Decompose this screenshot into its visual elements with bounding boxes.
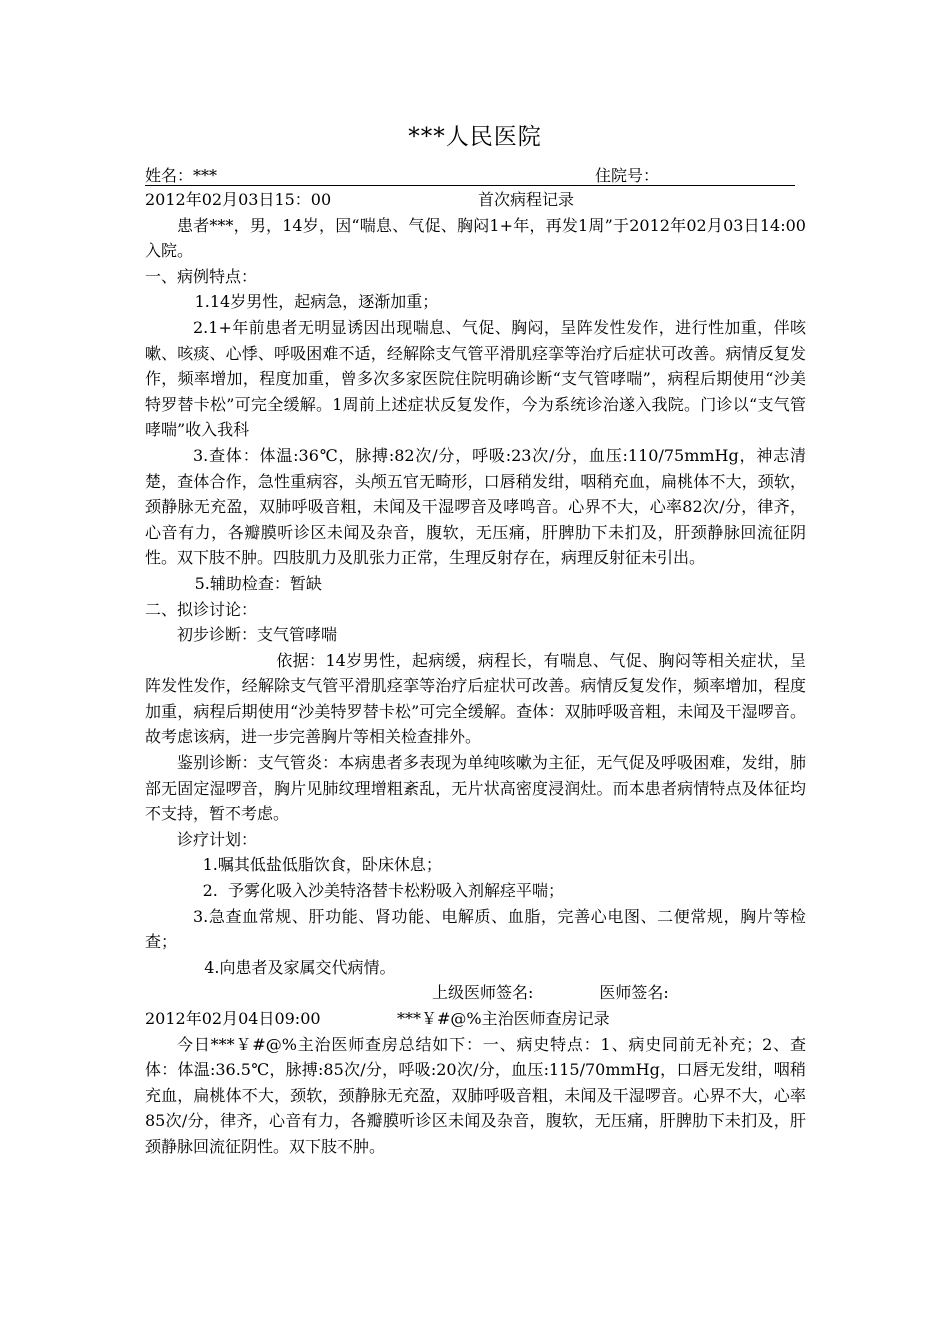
plan-item-2: 2. 予雾化吸入沙美特洛替卡松粉吸入剂解痉平喘；	[202, 881, 565, 901]
plan-heading: 诊疗计划：	[177, 829, 258, 849]
superior-doctor-signature: 上级医师签名:	[432, 983, 534, 1003]
hospital-title: ***人民医院	[408, 124, 542, 150]
section2-heading: 二、拟诊讨论：	[145, 599, 258, 619]
patient-header	[145, 163, 795, 186]
doctor-signature: 医师签名:	[599, 983, 669, 1003]
plan-item-3: 3.急查血常规、肝功能、肾功能、电解质、血脂，完善心电图、二便常规，胸片等检查；	[145, 906, 806, 952]
plan-item-4: 4.向患者及家属交代病情。	[204, 957, 396, 977]
record2-body: 今日***￥#@%主治医师查房总结如下：一、病史特点：1、病史同前无补充；2、查体：体温:36.5℃，脉搏:85次/分，呼吸:20次/分，血压:115/70mmHg，口唇无发绀，咽稍充血，扁桃体不大，颈软，颈静脉无充盈，双肺呼吸音粗，未闻及干湿啰音。心界不大，心率85次/分，律齐，心音有力，各瓣膜听诊区未闻及杂音，腹软，无压痛，肝脾肋下未扪及，肝颈静脉回流征阴性。双下肢不肿。	[145, 1034, 806, 1156]
section1-heading: 一、病例特点：	[145, 266, 258, 286]
record1-heading	[145, 187, 806, 213]
differential-diagnosis: 鉴别诊断：支气管炎：本病患者多表现为单纯咳嗽为主征，无气促及呼吸困难，发绀，肺部无固定湿啰音，胸片见肺纹理增粗紊乱，无片状高密度浸润灶。而本患者病情特点及体征均不支持，暂不考虑。	[145, 753, 806, 824]
intro-paragraph: 患者***，男，14岁，因“喘息、气促、胸闷1+年，再发1周”于2012年02月03日14:00入院。	[145, 215, 806, 261]
admission-number: 住院号：	[595, 166, 660, 185]
feature-item-2: 2.1+年前患者无明显诱因出现喘息、气促、胸闷，呈阵发性发作，进行性加重，伴咳嗽、咳痰、心悸、呼吸困难不适，经解除支气管平滑肌痉挛等治疗后症状可改善。病情反复发作，频率增加，程度加重，曾多次多家医院住院明确诊断“支气管哮喘”，病程后期使用“沙美特罗替卡松”可完全缓解。1周前上述症状反复发作，今为系统诊治遂入我院。门诊以“支气管哮喘”收入我科	[145, 317, 806, 440]
signature-line	[145, 980, 806, 1006]
preliminary-diagnosis: 初步诊断：支气管哮喘	[177, 625, 338, 645]
feature-item-5: 5.辅助检查：暂缺	[194, 573, 322, 593]
record2-heading	[145, 1006, 806, 1032]
record1-title: 首次病程记录	[478, 190, 575, 209]
record2-title: ***￥#@%主治医师查房记录	[397, 1009, 610, 1028]
diagnosis-basis: 依据：14岁男性，起病缓，病程长，有喘息、气促、胸闷等相关症状，呈阵发性发作，经解除支气管平滑肌痉挛等治疗后症状可改善。病情反复发作，频率增加，程度加重，病程后期使用“沙美特罗替卡松”可完全缓解。查体：双肺呼吸音粗，未闻及干湿啰音。故考虑该病，进一步完善胸片等相关检查排外。	[145, 650, 806, 747]
patient-name: 姓名：***	[145, 166, 218, 185]
record-body	[145, 187, 806, 1160]
record1-datetime: 2012年02月03日15：00	[145, 190, 332, 209]
record2-datetime: 2012年02月04日09:00	[145, 1009, 321, 1028]
plan-item-1: 1.嘱其低盐低脂饮食，卧床休息；	[202, 855, 442, 875]
feature-item-1: 1.14岁男性，起病急，逐渐加重；	[194, 292, 439, 312]
feature-item-3: 3.查体：体温:36℃，脉搏:82次/分，呼吸:23次/分，血压:110/75mmHg，神志清楚，查体合作，急性重病容，头颅五官无畸形，口唇稍发绀，咽稍充血，扁桃体不大，颈软，颈静脉无充盈，双肺呼吸音粗，未闻及干湿啰音及哮鸣音。心界不大，心率82次/分，律齐，心音有力，各瓣膜听诊区未闻及杂音，腹软，无压痛，肝脾肋下未扪及，肝颈静脉回流征阴性。双下肢不肿。四肢肌力及肌张力正常，生理反射存在，病理反射征未引出。	[145, 445, 806, 568]
